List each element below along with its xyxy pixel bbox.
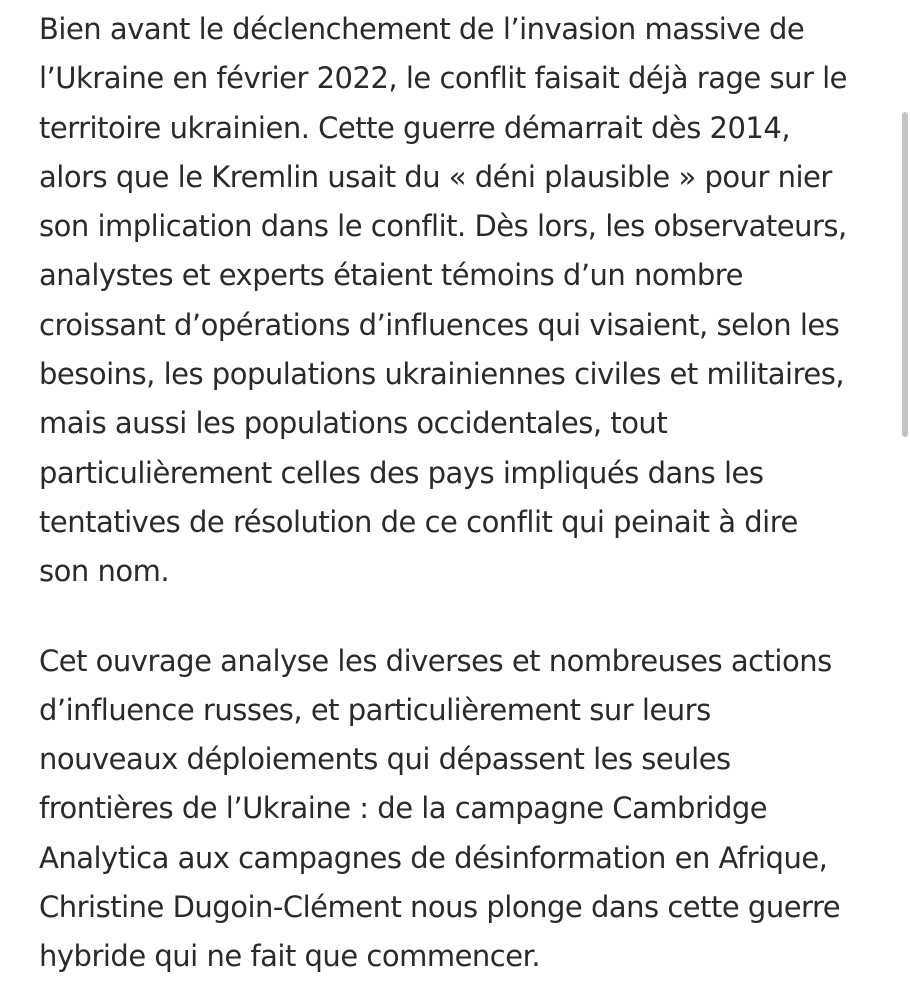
description-text xyxy=(39,5,889,982)
text-line: Christine Dugoin-Clément nous plonge dans cette guerre xyxy=(39,890,841,925)
text-line: mais aussi les populations occidentales, tout xyxy=(39,406,668,441)
text-line: besoins, les populations ukrainiennes civiles et militaires, xyxy=(39,357,845,392)
text-line: particulièrement celles des pays impliqués dans les xyxy=(39,455,764,490)
text-line: analystes et experts étaient témoins d’un nombre xyxy=(39,258,743,293)
paragraph-1 xyxy=(39,5,889,597)
text-line: Analytica aux campagnes de désinformation en Afrique, xyxy=(39,840,828,875)
text-line: d’influence russes, et particulièrement sur leurs xyxy=(39,692,711,727)
paragraph-2 xyxy=(39,637,889,982)
text-line: territoire ukrainien. Cette guerre démarrait dès 2014, xyxy=(39,110,791,145)
text-line: son implication dans le conflit. Dès lors, les observateurs, xyxy=(39,209,847,244)
text-line: alors que le Kremlin usait du « déni plausible » pour nier xyxy=(39,159,832,194)
text-line: son nom. xyxy=(39,554,170,589)
text-line: hybride qui ne fait que commencer. xyxy=(39,939,541,974)
text-line: nouveaux déploiements qui dépassent les seules xyxy=(39,742,731,777)
text-line: frontières de l’Ukraine : de la campagne Cambridge xyxy=(39,791,768,826)
vertical-scrollbar[interactable] xyxy=(902,112,908,437)
text-line: croissant d’opérations d’influences qui visaient, selon les xyxy=(39,307,840,342)
text-line: Bien avant le déclenchement de l’invasion massive de xyxy=(39,12,805,46)
text-line: l’Ukraine en février 2022, le conflit faisait déjà rage sur le xyxy=(39,61,847,96)
text-line: tentatives de résolution de ce conflit qui peinait à dire xyxy=(39,504,798,539)
text-line: Cet ouvrage analyse les diverses et nombreuses actions xyxy=(39,643,832,678)
